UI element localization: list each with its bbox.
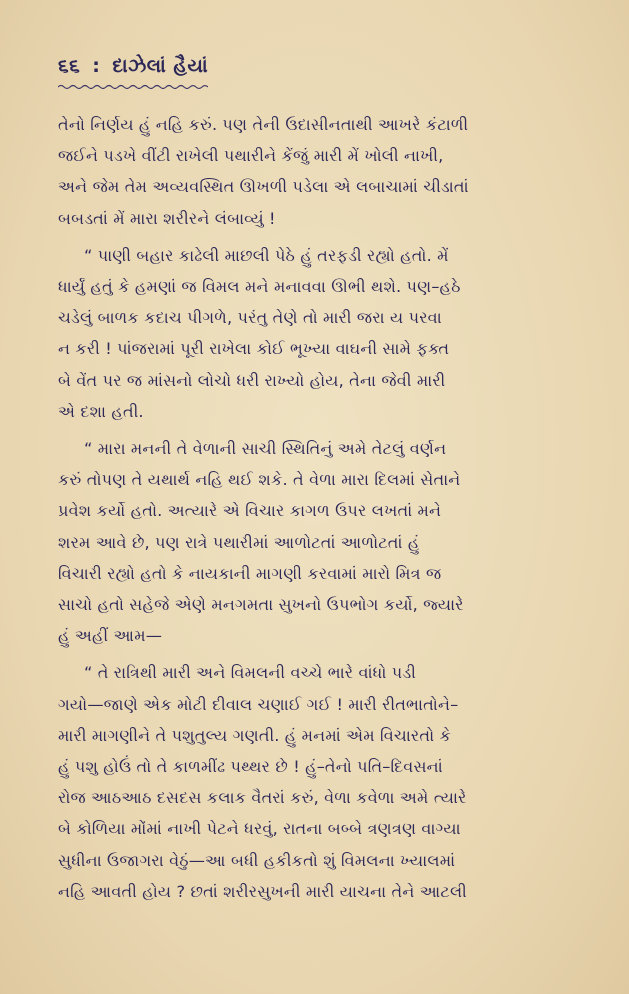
text-line: સાચો હતો સહેજે એણે મનગમતા સુખનો ઉપભોગ કર્યો, જ્યારે [58, 595, 464, 615]
text-line: ધાર્યું હતું કે હમણાં જ વિમલ મને મનાવવા ઊભી થશે. પણ–હઠે [58, 277, 461, 297]
text-line: તેનો નિર્ણય હું નહિ કરું. પણ તેની ઉદાસીનતાથી આખરે કંટાળી [58, 115, 469, 134]
text-line: ચડેલું બાળક કદાચ પીગળે, પરંતુ તેણે તો મારી જરા ય પરવા [58, 308, 442, 328]
paragraph-2 [58, 240, 595, 427]
header-separator: : [92, 55, 101, 77]
text-line: વિચારી રહ્યો હતો કે નાયકાની માગણી કરવામાં મારો મિત્ર જ [58, 563, 442, 583]
page-number: ૬૬ [58, 55, 81, 77]
text-line: “ મારા મનની તે વેળાની સાચી સ્થિતિનું અમે તેટલું વર્ણન [84, 439, 447, 459]
text-line: સુધીના ઉજાગરા વેઠું—આ બધી હકીકતો શું વિમલના ખ્યાલમાં [58, 850, 456, 870]
text-line: અને જેમ તેમ અવ્યવસ્થિત ઊખળી પડેલા એ લબાચામાં ચીડાતાં [58, 177, 469, 197]
text-line: “ તે રાત્રિથી મારી અને વિમલની વચ્ચે ભારે વાંધો પડી [84, 663, 416, 683]
paragraph-3 [58, 433, 595, 651]
text-line: હું અહીં આમ— [58, 626, 163, 646]
paragraph-1 [58, 109, 595, 234]
header-wavy-rule [58, 83, 208, 91]
text-line: હું પશુ હોઉં તો તે કાળમીંઢ પથ્થર છે ! હું–તેનો પતિ–દિવસનાં [58, 757, 443, 777]
text-line: પ્રવેશ કર્યો હતો. અત્યારે એ વિચાર કાગળ ઉપર લખતાં મને [58, 501, 442, 521]
text-line: રોજ આઠઆઠ દસદસ કલાક વૈતરાં કરું, વેળા કવેળા અમે ત્યારે [58, 788, 467, 808]
text-line: બે કોળિયા મોંમાં નાખી પેટને ધરવું, રાતના બબ્બે ત્રણત્રણ વાગ્યા [58, 819, 461, 839]
text-line: એ દશા હતી. [58, 401, 144, 421]
chapter-title: દાઝેલાં હૈયાં [112, 55, 209, 77]
text-line: “ પાણી બહાર કાઢેલી માછલી પેઠે હું તરફડી રહ્યો હતો. મેં [84, 245, 449, 265]
text-line: નહિ આવતી હોય ? છતાં શરીરસુખની મારી યાચના તેને આટલી [58, 881, 467, 901]
text-line: બબડતાં મેં મારા શરીરને લંબાવ્યું ! [58, 208, 276, 228]
text-line: બે વેંત પર જ માંસનો લોચો ધરી રાખ્યો હોય, તેના જેવી મારી [58, 370, 446, 390]
text-line: કરું તોપણ તે યથાર્થ નહિ થઈ શકે. તે વેળા મારા દિલમાં સેતાને [58, 470, 461, 490]
text-line: ન કરી ! પાંજરામાં પૂરી રાખેલા કોઈ ભૂખ્યા વાઘની સામે ફક્ત [58, 339, 450, 359]
text-line: જઈને પડખે વીંટી રાખેલી પથારીને કેંજું મારી મેં ખોલી નાખી, [58, 146, 444, 166]
text-line: શરમ આવે છે, પણ રાત્રે પથારીમાં આળોટતાં આળોટતાં હું [58, 532, 420, 552]
running-header [58, 55, 595, 77]
paragraph-4 [58, 657, 595, 907]
text-line: મારી માગણીને તે પશુતુલ્ય ગણતી. હું મનમાં એમ વિચારતો કે [58, 725, 452, 745]
text-line: ગયો—જાણે એક મોટી દીવાલ ચણાઈ ગઈ ! મારી રીતભાતોને– [58, 694, 459, 714]
